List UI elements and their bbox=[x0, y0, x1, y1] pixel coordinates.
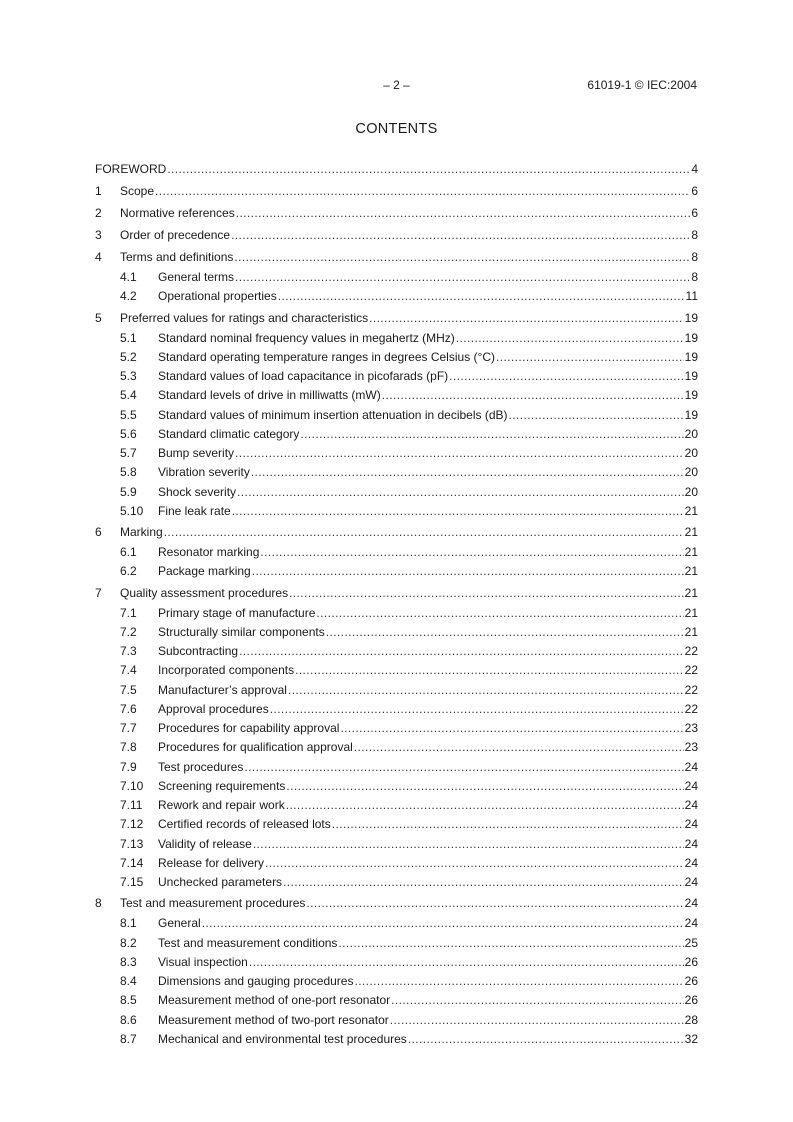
page-number: – 2 – bbox=[383, 78, 410, 92]
toc-entry-line bbox=[158, 738, 698, 757]
toc-entry-line bbox=[158, 719, 698, 738]
dot-leader bbox=[295, 661, 684, 680]
dot-leader bbox=[391, 991, 684, 1010]
toc-entry-page: 23 bbox=[684, 721, 698, 735]
dot-leader bbox=[449, 367, 683, 386]
dot-leader bbox=[286, 777, 683, 796]
toc-entry[interactable] bbox=[95, 463, 698, 482]
toc-entry-line bbox=[158, 700, 698, 719]
toc-entry-line bbox=[158, 543, 698, 562]
toc-entry-number: 8.1 bbox=[120, 916, 137, 931]
toc-entry[interactable] bbox=[95, 425, 698, 444]
toc-entry-line bbox=[158, 444, 698, 463]
toc-entry-number: 8.5 bbox=[120, 993, 137, 1008]
toc-entry-line bbox=[158, 777, 698, 796]
toc-entry-label: Operational properties bbox=[158, 287, 278, 306]
toc-entry-line bbox=[158, 661, 698, 680]
toc-entry[interactable] bbox=[95, 796, 698, 815]
dot-leader bbox=[496, 348, 684, 367]
toc-entry-line bbox=[120, 307, 698, 329]
dot-leader bbox=[236, 202, 691, 224]
toc-entry-line bbox=[158, 681, 698, 700]
dot-leader bbox=[382, 386, 684, 405]
toc-entry-label: Primary stage of manufacture bbox=[158, 604, 316, 623]
toc-entry-label: Measurement method of two-port resonator bbox=[158, 1011, 390, 1030]
dot-leader bbox=[300, 425, 683, 444]
toc-entry-page: 21 bbox=[684, 585, 698, 600]
toc-entry-label: Vibration severity bbox=[158, 463, 251, 482]
toc-entry-line bbox=[158, 463, 698, 482]
toc-entry[interactable] bbox=[95, 934, 698, 953]
toc-entry-label: Structurally similar components bbox=[158, 623, 326, 642]
toc-entry-line bbox=[158, 604, 698, 623]
toc-entry-line bbox=[158, 854, 698, 873]
toc-entry-page: 19 bbox=[684, 388, 698, 403]
toc-entry-label: Standard operating temperature ranges in degrees Celsius (°C) bbox=[158, 348, 496, 367]
toc-entry[interactable] bbox=[95, 287, 698, 306]
toc-entry[interactable] bbox=[95, 758, 698, 777]
toc-entry[interactable] bbox=[95, 582, 698, 604]
toc-entry[interactable] bbox=[95, 623, 698, 642]
toc-entry-line bbox=[158, 873, 698, 892]
toc-entry-page: 8 bbox=[691, 250, 698, 264]
toc-entry-number: 7.11 bbox=[120, 798, 143, 812]
toc-entry-line bbox=[158, 914, 698, 933]
toc-entry-number: 8.7 bbox=[120, 1031, 137, 1046]
toc-entry-number: 1 bbox=[95, 184, 102, 198]
dot-leader bbox=[354, 972, 683, 991]
toc-entry-page: 21 bbox=[684, 525, 698, 539]
toc-entry[interactable] bbox=[95, 329, 698, 348]
toc-entry-page: 24 bbox=[684, 836, 698, 851]
dot-leader bbox=[253, 835, 684, 854]
toc-entry-page: 22 bbox=[684, 663, 698, 678]
toc-entry-page: 32 bbox=[684, 1031, 698, 1046]
toc-entry-label: Scope bbox=[120, 180, 155, 202]
toc-entry-line bbox=[158, 972, 698, 991]
toc-entry-page: 19 bbox=[684, 349, 698, 364]
toc-entry-page: 19 bbox=[684, 310, 698, 325]
toc-entry-line bbox=[120, 582, 698, 604]
dot-leader bbox=[278, 287, 685, 306]
dot-leader bbox=[260, 543, 683, 562]
toc-entry[interactable] bbox=[95, 246, 698, 268]
toc-entry-line bbox=[158, 934, 698, 953]
toc-entry-page: 24 bbox=[684, 759, 698, 774]
toc-entry-number: 6.2 bbox=[120, 564, 137, 579]
toc-entry[interactable] bbox=[95, 502, 698, 521]
toc-entry-page: 26 bbox=[684, 993, 698, 1008]
toc-entry-label: Quality assessment procedures bbox=[120, 582, 289, 604]
toc-entry-line bbox=[158, 348, 698, 367]
toc-entry-label: Test and measurement conditions bbox=[158, 934, 338, 953]
toc-entry-page: 24 bbox=[684, 817, 698, 832]
toc-entry-line bbox=[95, 158, 698, 180]
toc-entry-number: 8 bbox=[95, 896, 102, 911]
dot-leader bbox=[456, 329, 684, 348]
toc-entry-label: Procedures for qualification approval bbox=[158, 738, 354, 757]
toc-entry-number: 5.10 bbox=[120, 503, 144, 518]
toc-entry-label: Rework and repair work bbox=[158, 796, 286, 815]
toc-entry-label: Terms and definitions bbox=[120, 246, 234, 268]
toc-entry-label: Normative references bbox=[120, 202, 236, 224]
toc-entry-page: 21 bbox=[684, 503, 698, 518]
toc-entry-label: Preferred values for ratings and characteristics bbox=[120, 307, 369, 329]
toc-entry-number: 7.1 bbox=[120, 605, 137, 620]
toc-entry-label: Marking bbox=[120, 521, 164, 543]
dot-leader bbox=[249, 953, 684, 972]
toc-entry-label: Manufacturer’s approval bbox=[158, 681, 288, 700]
toc-entry[interactable] bbox=[95, 158, 698, 180]
dot-leader bbox=[306, 892, 683, 914]
toc-entry[interactable] bbox=[95, 815, 698, 834]
dot-leader bbox=[288, 681, 684, 700]
toc-entry-line bbox=[158, 329, 698, 348]
toc-entry-page: 22 bbox=[684, 682, 698, 697]
dot-leader bbox=[244, 758, 683, 777]
toc-entry-number: 7 bbox=[95, 585, 102, 600]
toc-entry-line bbox=[158, 815, 698, 834]
toc-entry-number: 8.6 bbox=[120, 1012, 137, 1027]
toc-entry-page: 24 bbox=[684, 896, 698, 911]
toc-entry-label: FOREWORD bbox=[95, 158, 167, 180]
toc-entry-page: 24 bbox=[684, 875, 698, 889]
dot-leader bbox=[232, 502, 684, 521]
toc-entry[interactable] bbox=[95, 1011, 698, 1030]
dot-leader bbox=[354, 738, 684, 757]
toc-entry-page: 21 bbox=[684, 605, 698, 620]
toc-entry[interactable] bbox=[95, 642, 698, 661]
dot-leader bbox=[239, 642, 684, 661]
toc-entry-number: 6 bbox=[95, 525, 102, 539]
toc-entry-number: 5.9 bbox=[120, 484, 137, 499]
toc-entry-page: 22 bbox=[684, 701, 698, 716]
toc-entry-page: 24 bbox=[684, 798, 698, 812]
dot-leader bbox=[231, 224, 690, 246]
dot-leader bbox=[251, 463, 684, 482]
dot-leader bbox=[390, 1011, 684, 1030]
toc-entry-label: Mechanical and environmental test procedures bbox=[158, 1030, 408, 1049]
toc-entry-number: 7.15 bbox=[120, 875, 144, 889]
dot-leader bbox=[340, 719, 683, 738]
toc-entry-number: 5.7 bbox=[120, 446, 137, 460]
toc-entry[interactable] bbox=[95, 444, 698, 463]
toc-entry-label: Order of precedence bbox=[120, 224, 231, 246]
toc-entry-label: Screening requirements bbox=[158, 777, 286, 796]
toc-entry-number: 7.5 bbox=[120, 682, 137, 697]
toc-entry-label: Fine leak rate bbox=[158, 502, 232, 521]
toc-entry-label: Test and measurement procedures bbox=[120, 892, 306, 914]
toc-entry-label: Bump severity bbox=[158, 444, 235, 463]
toc-entry-line bbox=[158, 386, 698, 405]
toc-entry-number: 2 bbox=[95, 206, 102, 220]
toc-entry-label: General terms bbox=[158, 268, 235, 287]
toc-entry-label: Validity of release bbox=[158, 835, 253, 854]
toc-entry-label: Standard values of minimum insertion attenuation in decibels (dB) bbox=[158, 406, 509, 425]
toc-entry-line bbox=[120, 224, 698, 246]
page-title: CONTENTS bbox=[355, 121, 438, 137]
toc-entry-line bbox=[158, 287, 698, 306]
toc-entry-number: 7.13 bbox=[120, 836, 144, 851]
toc-entry-line bbox=[158, 268, 698, 287]
toc-entry-label: Dimensions and gauging procedures bbox=[158, 972, 354, 991]
toc-entry[interactable] bbox=[95, 991, 698, 1010]
toc-entry-line bbox=[158, 796, 698, 815]
toc-entry[interactable] bbox=[95, 835, 698, 854]
toc-entry[interactable] bbox=[95, 719, 698, 738]
toc-entry-line bbox=[158, 425, 698, 444]
toc-entry-line bbox=[120, 202, 698, 224]
toc-entry-label: Standard nominal frequency values in megahertz (MHz) bbox=[158, 329, 456, 348]
dot-leader bbox=[369, 307, 684, 329]
toc-entry[interactable] bbox=[95, 681, 698, 700]
toc-entry-number: 7.2 bbox=[120, 624, 137, 639]
toc-entry-number: 6.1 bbox=[120, 545, 137, 559]
dot-leader bbox=[289, 582, 684, 604]
dot-leader bbox=[234, 246, 690, 268]
toc-entry-number: 5.4 bbox=[120, 388, 137, 403]
toc-entry-label: Procedures for capability approval bbox=[158, 719, 340, 738]
toc-entry[interactable] bbox=[95, 873, 698, 892]
dot-leader bbox=[408, 1030, 684, 1049]
toc-entry-number: 5.1 bbox=[120, 330, 137, 345]
toc-entry-number: 7.12 bbox=[120, 817, 144, 832]
toc-entry-page: 20 bbox=[684, 465, 698, 480]
toc-entry-number: 5.8 bbox=[120, 465, 137, 480]
toc-entry-page: 19 bbox=[684, 369, 698, 383]
toc-entry-page: 19 bbox=[684, 330, 698, 345]
toc-entry-number: 4.2 bbox=[120, 289, 137, 304]
dot-leader bbox=[252, 562, 684, 581]
dot-leader bbox=[338, 934, 683, 953]
toc-entry-label: Unchecked parameters bbox=[158, 873, 283, 892]
toc-entry-label: Resonator marking bbox=[158, 543, 260, 562]
toc-entry-label: Release for delivery bbox=[158, 854, 265, 873]
toc-entry-page: 23 bbox=[684, 740, 698, 755]
toc-entry-line bbox=[158, 758, 698, 777]
toc-entry-number: 8.2 bbox=[120, 935, 137, 950]
toc-entry-label: Approval procedures bbox=[158, 700, 270, 719]
dot-leader bbox=[202, 914, 684, 933]
toc-entry-label: Certified records of released lots bbox=[158, 815, 332, 834]
toc-entry-label: Package marking bbox=[158, 562, 252, 581]
toc-entry-line bbox=[120, 521, 698, 543]
dot-leader bbox=[286, 796, 684, 815]
toc-entry[interactable] bbox=[95, 700, 698, 719]
toc-entry-line bbox=[158, 483, 698, 502]
toc-entry-page: 4 bbox=[691, 162, 698, 176]
toc-entry-number: 7.9 bbox=[120, 759, 137, 774]
dot-leader bbox=[235, 268, 690, 287]
toc-entry[interactable] bbox=[95, 777, 698, 796]
document-reference: 61019-1 © IEC:2004 bbox=[587, 78, 697, 92]
toc-entry-page: 8 bbox=[691, 228, 698, 242]
toc-entry-line bbox=[158, 991, 698, 1010]
toc-entry-label: Incorporated components bbox=[158, 661, 295, 680]
dot-leader bbox=[265, 854, 684, 873]
toc-entry[interactable] bbox=[95, 348, 698, 367]
toc-entry[interactable] bbox=[95, 386, 698, 405]
toc-entry-number: 4 bbox=[95, 250, 102, 264]
toc-entry-number: 5.2 bbox=[120, 349, 137, 364]
dot-leader bbox=[326, 623, 684, 642]
toc-entry-number: 7.4 bbox=[120, 663, 137, 678]
dot-leader bbox=[283, 873, 684, 892]
toc-entry[interactable] bbox=[95, 604, 698, 623]
toc-entry-label: Measurement method of one-port resonator bbox=[158, 991, 391, 1010]
toc-entry[interactable] bbox=[95, 892, 698, 914]
toc-entry-line bbox=[158, 406, 698, 425]
toc-entry-page: 26 bbox=[684, 954, 698, 969]
dot-leader bbox=[332, 815, 684, 834]
toc-entry-page: 21 bbox=[684, 545, 698, 559]
toc-entry[interactable] bbox=[95, 953, 698, 972]
toc-entry-number: 5.6 bbox=[120, 426, 137, 441]
dot-leader bbox=[167, 158, 690, 180]
dot-leader bbox=[235, 444, 684, 463]
toc-entry[interactable] bbox=[95, 202, 698, 224]
toc-entry[interactable] bbox=[95, 972, 698, 991]
toc-entry-page: 25 bbox=[684, 935, 698, 950]
toc-entry-page: 24 bbox=[684, 855, 698, 870]
toc-entry-label: Standard values of load capacitance in picofarads (pF) bbox=[158, 367, 449, 386]
toc-entry[interactable] bbox=[95, 367, 698, 386]
toc-entry[interactable] bbox=[95, 307, 698, 329]
toc-entry[interactable] bbox=[95, 1030, 698, 1049]
toc-entry-number: 7.10 bbox=[120, 778, 144, 793]
toc-entry-label: Subcontracting bbox=[158, 642, 239, 661]
toc-entry-label: Visual inspection bbox=[158, 953, 249, 972]
toc-entry[interactable] bbox=[95, 854, 698, 873]
toc-entry[interactable] bbox=[95, 521, 698, 543]
toc-entry-label: Standard levels of drive in milliwatts (mW) bbox=[158, 386, 382, 405]
toc-entry-line bbox=[158, 562, 698, 581]
toc-entry[interactable] bbox=[95, 483, 698, 502]
toc-entry-page: 20 bbox=[684, 484, 698, 499]
toc-entry-page: 19 bbox=[684, 407, 698, 422]
toc-entry-page: 11 bbox=[685, 289, 698, 304]
toc-entry-page: 28 bbox=[684, 1012, 698, 1027]
toc-entry[interactable] bbox=[95, 562, 698, 581]
toc-entry[interactable] bbox=[95, 543, 698, 562]
toc-entry[interactable] bbox=[95, 406, 698, 425]
dot-leader bbox=[316, 604, 683, 623]
toc-entry-page: 21 bbox=[684, 624, 698, 639]
toc-entry[interactable] bbox=[95, 914, 698, 933]
toc-entry-line bbox=[120, 892, 698, 914]
toc-entry-number: 4.1 bbox=[120, 270, 137, 284]
toc-entry[interactable] bbox=[95, 268, 698, 287]
toc-entry-number: 7.8 bbox=[120, 740, 137, 755]
toc-entry-page: 21 bbox=[684, 564, 698, 579]
toc-entry-label: General bbox=[158, 914, 202, 933]
dot-leader bbox=[164, 521, 684, 543]
toc-entry-number: 5 bbox=[95, 310, 102, 325]
toc-entry-line bbox=[158, 1011, 698, 1030]
toc-entry[interactable] bbox=[95, 224, 698, 246]
toc-entry-line bbox=[158, 623, 698, 642]
toc-entry-number: 7.7 bbox=[120, 721, 137, 735]
toc-entry-line bbox=[158, 642, 698, 661]
toc-entry-label: Shock severity bbox=[158, 483, 237, 502]
toc-entry-page: 24 bbox=[684, 778, 698, 793]
toc-entry-page: 24 bbox=[684, 916, 698, 931]
toc-entry-line bbox=[158, 367, 698, 386]
toc-entry-page: 8 bbox=[691, 270, 698, 284]
table-of-contents bbox=[95, 158, 698, 1049]
toc-entry-page: 6 bbox=[691, 184, 698, 198]
toc-entry-number: 8.3 bbox=[120, 954, 137, 969]
toc-entry-line bbox=[158, 1030, 698, 1049]
toc-entry-label: Standard climatic category bbox=[158, 425, 300, 444]
dot-leader bbox=[270, 700, 684, 719]
toc-entry-number: 7.3 bbox=[120, 644, 137, 658]
toc-entry-page: 20 bbox=[684, 446, 698, 460]
toc-entry[interactable] bbox=[95, 661, 698, 680]
toc-entry-line bbox=[120, 246, 698, 268]
toc-entry-page: 26 bbox=[684, 974, 698, 988]
toc-entry-number: 3 bbox=[95, 228, 102, 242]
toc-entry-label: Test procedures bbox=[158, 758, 244, 777]
toc-entry-line bbox=[120, 180, 698, 202]
dot-leader bbox=[237, 483, 684, 502]
toc-entry-number: 5.3 bbox=[120, 369, 137, 383]
dot-leader bbox=[155, 180, 690, 202]
toc-entry[interactable] bbox=[95, 180, 698, 202]
toc-entry-line bbox=[158, 835, 698, 854]
toc-entry-page: 22 bbox=[684, 644, 698, 658]
toc-entry-number: 5.5 bbox=[120, 407, 137, 422]
toc-entry[interactable] bbox=[95, 738, 698, 757]
toc-entry-page: 20 bbox=[684, 426, 698, 441]
dot-leader bbox=[509, 406, 684, 425]
toc-entry-page: 6 bbox=[691, 206, 698, 220]
toc-entry-number: 7.14 bbox=[120, 855, 144, 870]
toc-entry-line bbox=[158, 953, 698, 972]
toc-entry-number: 8.4 bbox=[120, 974, 137, 988]
toc-entry-number: 7.6 bbox=[120, 701, 137, 716]
toc-entry-line bbox=[158, 502, 698, 521]
